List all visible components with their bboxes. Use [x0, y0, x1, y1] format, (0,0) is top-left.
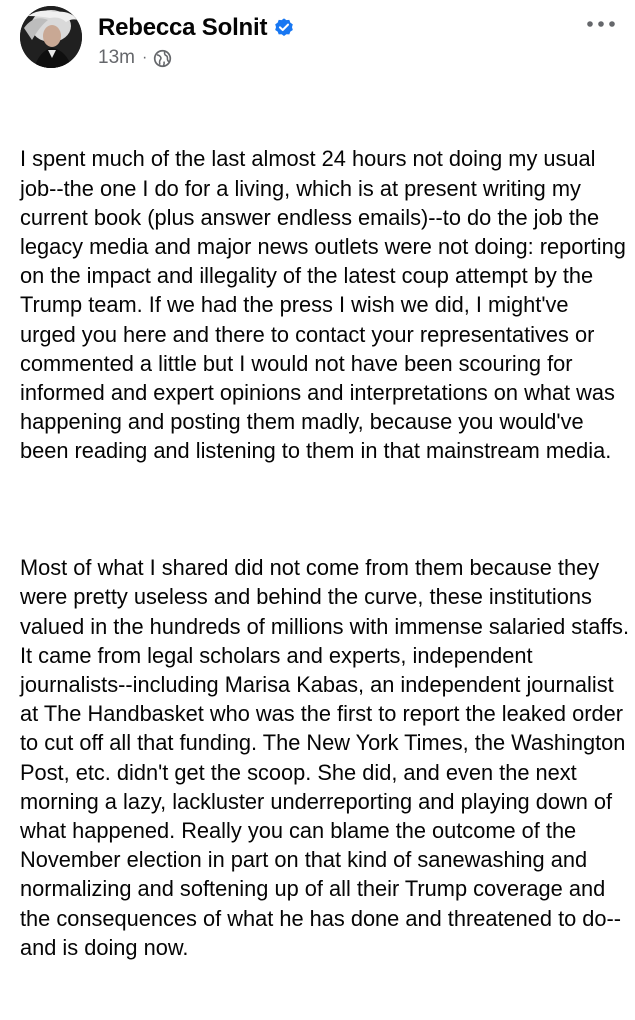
author-name-row [98, 12, 295, 44]
post-timestamp[interactable]: 13m [98, 47, 135, 68]
author-name[interactable]: Rebecca Solnit [98, 14, 268, 41]
post-body [20, 86, 635, 1020]
globe-icon[interactable] [153, 49, 172, 68]
post-meta [98, 46, 172, 70]
author-avatar[interactable] [20, 6, 82, 68]
more-options-button[interactable] [581, 8, 621, 40]
post-header [20, 6, 621, 72]
post-paragraph-1: I spent much of the last almost 24 hours not doing my usual job--the one I do for a living, which is at present writing my current book (plus answer endless emails)--to do the job the legacy media and major news outlets were not doing: reporting on the impact and illegality of the latest coup attempt by the Trump team. If we had the press I wish we did, I might've urged you here and there to contact your representatives or commented a little but I would not have been scouring for informed and expert opinions and interpretations on what was happening and posting them madly, because you would've been reading and listening to them in that mainstream media. [20, 146, 632, 464]
avatar-photo [20, 6, 82, 68]
post-paragraph-2: Most of what I shared did not come from them because they were pretty useless and behind the curve, these institutions valued in the hundreds of millions with immense salaried staffs. It came from legal scholars and experts, independent journalists--including Marisa Kabas, an independent journalist at The Handbasket who was the first to report the leaked order to cut off all that funding. The New York Times, the Washington Post, etc. didn't get the scoop. She did, and even the next morning a lazy, lackluster underreporting and playing down of what happened. Really you can blame the outcome of the November election in part on that kind of sanewashing and normalizing and softening up of all their Trump coverage and the consequences of what he has done and threatened to do--and is doing now. [20, 555, 635, 960]
verified-badge-icon [273, 17, 295, 39]
more-options-icon [586, 20, 616, 28]
meta-separator: · [141, 49, 148, 66]
